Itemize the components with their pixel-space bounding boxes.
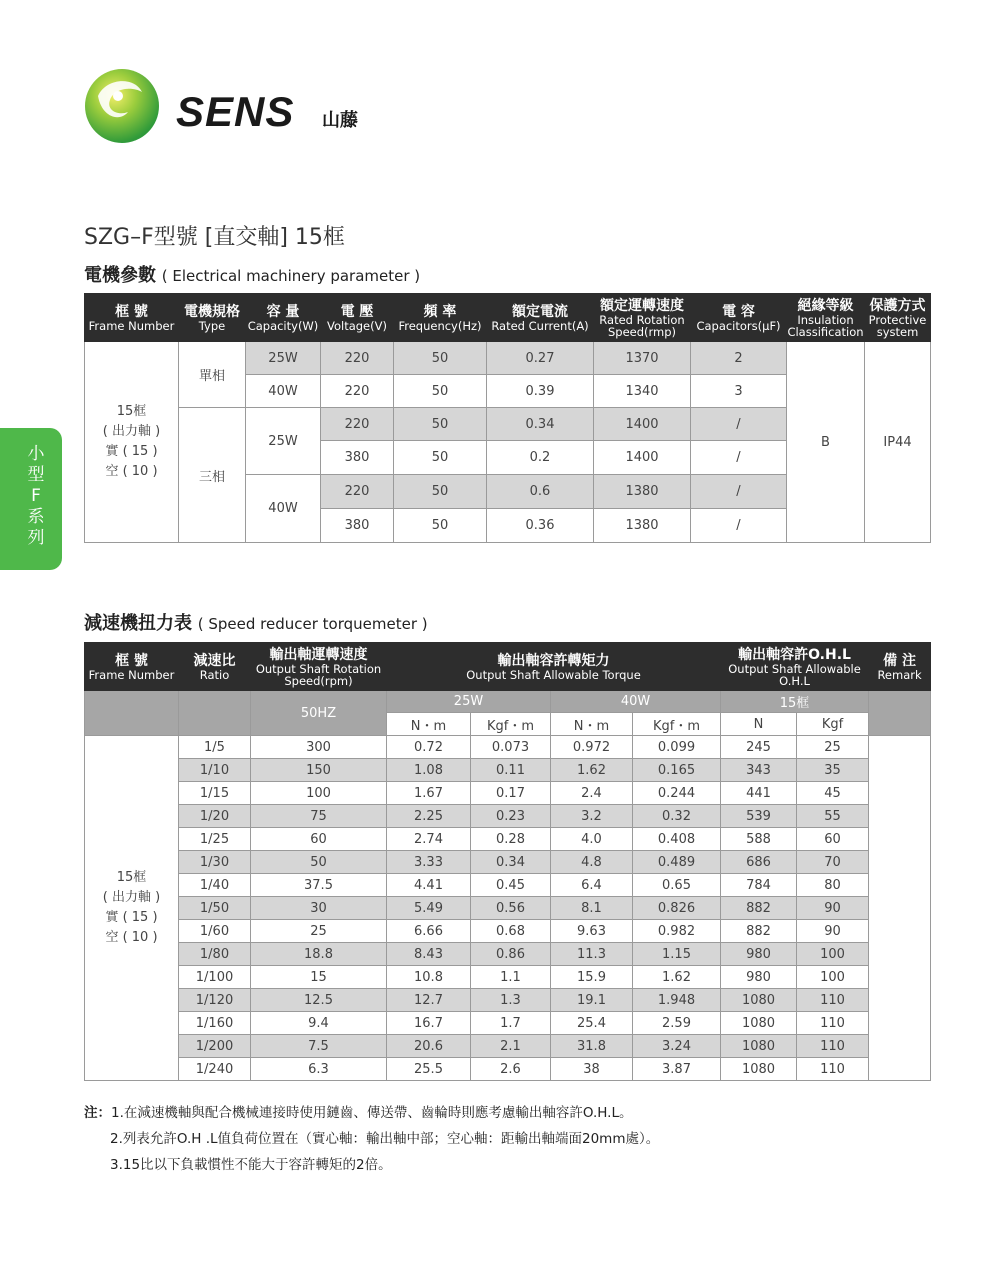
table-row bbox=[85, 782, 931, 805]
torque-kgfm-40w: 0.982 bbox=[633, 920, 721, 943]
header-allowable-torque: 輸出軸容許轉矩力 Output Shaft Allowable Torque bbox=[387, 643, 721, 691]
ratio-cell: 1/120 bbox=[179, 989, 251, 1012]
note-item: 注：1.在減速機軸與配合機械連接時使用鏈齒、傳送帶、齒輪時則應考慮輸出軸容許O.H.L。 bbox=[84, 1105, 633, 1121]
motor-parameter-table bbox=[84, 293, 931, 543]
header-capacitor: 電 容 Capacitors(μF) bbox=[691, 294, 787, 342]
ohl-kgf: 100 bbox=[797, 943, 869, 966]
ratio-cell: 1/160 bbox=[179, 1012, 251, 1035]
speed-cell: 15 bbox=[251, 966, 387, 989]
note-item: 2.列表允許O.H .L值負荷位置在（實心軸：輸出軸中部；空心軸：距輸出軸端面20mm處）。 bbox=[110, 1131, 660, 1147]
subheader-25w: 25W bbox=[387, 691, 551, 713]
brand-cn-name: 山藤 bbox=[322, 110, 358, 131]
torque-nm-25w: 25.5 bbox=[387, 1058, 471, 1081]
torque-kgfm-25w: 1.1 bbox=[471, 966, 551, 989]
frame-line: 15框 bbox=[116, 404, 147, 419]
ohl-kgf: 45 bbox=[797, 782, 869, 805]
ratio-cell: 1/5 bbox=[179, 736, 251, 759]
speed-cell: 1380 bbox=[594, 475, 691, 509]
torque-kgfm-40w: 1.15 bbox=[633, 943, 721, 966]
ohl-n: 980 bbox=[721, 966, 797, 989]
speed-cell: 18.8 bbox=[251, 943, 387, 966]
torque-kgfm-25w: 1.3 bbox=[471, 989, 551, 1012]
table-row bbox=[85, 342, 931, 375]
speed-cell: 300 bbox=[251, 736, 387, 759]
torque-nm-40w: 25.4 bbox=[551, 1012, 633, 1035]
ratio-cell: 1/50 bbox=[179, 897, 251, 920]
speed-cell: 12.5 bbox=[251, 989, 387, 1012]
torque-nm-40w: 9.63 bbox=[551, 920, 633, 943]
notes bbox=[84, 1100, 659, 1178]
torque-nm-40w: 6.4 bbox=[551, 874, 633, 897]
ohl-kgf: 110 bbox=[797, 1035, 869, 1058]
capacitor-cell: 2 bbox=[691, 342, 787, 375]
torque-kgfm-25w: 0.45 bbox=[471, 874, 551, 897]
torque-kgfm-40w: 0.32 bbox=[633, 805, 721, 828]
frame-line: 空 ( 10 ) bbox=[105, 464, 158, 479]
torque-kgfm-40w: 0.65 bbox=[633, 874, 721, 897]
torque-nm-25w: 12.7 bbox=[387, 989, 471, 1012]
section-title-torque bbox=[84, 609, 428, 635]
unit-kgfm: Kgf・m bbox=[633, 713, 721, 736]
frequency-cell: 50 bbox=[394, 375, 487, 408]
type-single-phase: 單相 bbox=[179, 342, 246, 408]
side-tab-char: 型 bbox=[27, 465, 45, 485]
header-ratio: 減速比 Ratio bbox=[179, 643, 251, 691]
torque-nm-25w: 10.8 bbox=[387, 966, 471, 989]
torque-kgfm-25w: 0.073 bbox=[471, 736, 551, 759]
torque-nm-25w: 2.25 bbox=[387, 805, 471, 828]
torque-kgfm-25w: 0.68 bbox=[471, 920, 551, 943]
insulation-cell: B bbox=[787, 342, 865, 543]
torque-kgfm-25w: 2.6 bbox=[471, 1058, 551, 1081]
ohl-n: 1080 bbox=[721, 1035, 797, 1058]
table-row bbox=[85, 759, 931, 782]
frame-line: 空 ( 10 ) bbox=[105, 930, 158, 945]
unit-kgf: Kgf bbox=[797, 713, 869, 736]
torque-kgfm-40w: 0.099 bbox=[633, 736, 721, 759]
torque-nm-25w: 3.33 bbox=[387, 851, 471, 874]
ratio-cell: 1/25 bbox=[179, 828, 251, 851]
frame-line: 15框 bbox=[116, 870, 147, 885]
torque-kgfm-25w: 0.11 bbox=[471, 759, 551, 782]
torque-kgfm-40w: 1.62 bbox=[633, 966, 721, 989]
header-frame: 框 號 Frame Number bbox=[85, 294, 179, 342]
table-row bbox=[85, 1058, 931, 1081]
header-frequency: 頻 率 Frequency(Hz) bbox=[394, 294, 487, 342]
torque-nm-40w: 15.9 bbox=[551, 966, 633, 989]
capacitor-cell: / bbox=[691, 509, 787, 543]
subheader-empty bbox=[179, 691, 251, 736]
frequency-cell: 50 bbox=[394, 509, 487, 543]
subheader-15-frame: 15框 bbox=[721, 691, 869, 713]
table-row bbox=[85, 1012, 931, 1035]
torque-kgfm-40w: 0.244 bbox=[633, 782, 721, 805]
current-cell: 0.39 bbox=[487, 375, 594, 408]
frame-line: 實 ( 15 ) bbox=[105, 444, 158, 459]
voltage-cell: 220 bbox=[321, 342, 394, 375]
speed-cell: 1380 bbox=[594, 509, 691, 543]
speed-cell: 25 bbox=[251, 920, 387, 943]
speed-cell: 1340 bbox=[594, 375, 691, 408]
voltage-cell: 220 bbox=[321, 475, 394, 509]
capacitor-cell: / bbox=[691, 408, 787, 441]
torque-kgfm-25w: 0.23 bbox=[471, 805, 551, 828]
ohl-n: 784 bbox=[721, 874, 797, 897]
speed-cell: 150 bbox=[251, 759, 387, 782]
note-item: 3.15比以下負載慣性不能大于容許轉矩的2倍。 bbox=[110, 1157, 392, 1173]
ratio-cell: 1/100 bbox=[179, 966, 251, 989]
current-cell: 0.27 bbox=[487, 342, 594, 375]
unit-kgfm: Kgf・m bbox=[471, 713, 551, 736]
speed-cell: 100 bbox=[251, 782, 387, 805]
subheader-hz: 50HZ bbox=[251, 691, 387, 736]
frame-cell bbox=[85, 736, 179, 1081]
frequency-cell: 50 bbox=[394, 342, 487, 375]
header-speed: 額定運轉速度 Rated Rotation Speed(rmp) bbox=[594, 294, 691, 342]
torque-kgfm-40w: 2.59 bbox=[633, 1012, 721, 1035]
ohl-kgf: 110 bbox=[797, 1012, 869, 1035]
ohl-kgf: 70 bbox=[797, 851, 869, 874]
current-cell: 0.34 bbox=[487, 408, 594, 441]
current-cell: 0.36 bbox=[487, 509, 594, 543]
side-tab-char: 列 bbox=[27, 528, 45, 548]
torque-header-row bbox=[85, 643, 931, 691]
capacitor-cell: 3 bbox=[691, 375, 787, 408]
logo-globe-icon bbox=[84, 66, 164, 146]
table-row bbox=[85, 920, 931, 943]
ohl-kgf: 110 bbox=[797, 1058, 869, 1081]
speed-cell: 30 bbox=[251, 897, 387, 920]
capacity-cell: 25W bbox=[246, 408, 321, 475]
ohl-n: 539 bbox=[721, 805, 797, 828]
torque-table bbox=[84, 642, 931, 1081]
capacity-cell: 40W bbox=[246, 475, 321, 543]
type-three-phase: 三相 bbox=[179, 408, 246, 543]
header-voltage: 電 壓 Voltage(V) bbox=[321, 294, 394, 342]
ohl-kgf: 90 bbox=[797, 920, 869, 943]
ohl-n: 245 bbox=[721, 736, 797, 759]
torque-kgfm-40w: 0.826 bbox=[633, 897, 721, 920]
table-row bbox=[85, 851, 931, 874]
torque-nm-25w: 2.74 bbox=[387, 828, 471, 851]
torque-nm-25w: 0.72 bbox=[387, 736, 471, 759]
section-title-cn: 減速機扭力表 bbox=[84, 613, 192, 634]
ratio-cell: 1/60 bbox=[179, 920, 251, 943]
ohl-kgf: 90 bbox=[797, 897, 869, 920]
header-current: 額定電流 Rated Current(A) bbox=[487, 294, 594, 342]
frequency-cell: 50 bbox=[394, 475, 487, 509]
torque-kgfm-25w: 0.17 bbox=[471, 782, 551, 805]
ratio-cell: 1/200 bbox=[179, 1035, 251, 1058]
ohl-n: 882 bbox=[721, 897, 797, 920]
capacitor-cell: / bbox=[691, 475, 787, 509]
section-title-motor bbox=[84, 261, 420, 287]
capacitor-cell: / bbox=[691, 441, 787, 475]
ohl-n: 1080 bbox=[721, 1012, 797, 1035]
table-row bbox=[85, 966, 931, 989]
frame-line: 實 ( 15 ) bbox=[105, 910, 158, 925]
notes-label: 注： bbox=[84, 1105, 111, 1121]
table-row bbox=[85, 805, 931, 828]
speed-cell: 37.5 bbox=[251, 874, 387, 897]
side-tab bbox=[0, 428, 62, 570]
torque-kgfm-40w: 3.87 bbox=[633, 1058, 721, 1081]
subheader-empty bbox=[869, 691, 931, 736]
current-cell: 0.6 bbox=[487, 475, 594, 509]
speed-cell: 1370 bbox=[594, 342, 691, 375]
ohl-kgf: 55 bbox=[797, 805, 869, 828]
torque-nm-40w: 4.0 bbox=[551, 828, 633, 851]
speed-cell: 75 bbox=[251, 805, 387, 828]
side-tab-char: 小 bbox=[27, 444, 45, 464]
header-ohl: 輸出軸容許O.H.L Output Shaft Allowable O.H.L bbox=[721, 643, 869, 691]
ohl-n: 980 bbox=[721, 943, 797, 966]
voltage-cell: 220 bbox=[321, 375, 394, 408]
ratio-cell: 1/10 bbox=[179, 759, 251, 782]
table-row bbox=[85, 736, 931, 759]
ohl-n: 882 bbox=[721, 920, 797, 943]
header-output-speed: 輸出軸運轉速度 Output Shaft Rotation Speed(rpm) bbox=[251, 643, 387, 691]
torque-nm-25w: 4.41 bbox=[387, 874, 471, 897]
capacity-cell: 40W bbox=[246, 375, 321, 408]
ratio-cell: 1/80 bbox=[179, 943, 251, 966]
header-remark: 備 注 Remark bbox=[869, 643, 931, 691]
voltage-cell: 380 bbox=[321, 441, 394, 475]
torque-nm-25w: 6.66 bbox=[387, 920, 471, 943]
frequency-cell: 50 bbox=[394, 441, 487, 475]
ohl-n: 343 bbox=[721, 759, 797, 782]
section-title-en: ( Electrical machinery parameter ) bbox=[161, 267, 421, 285]
torque-kgfm-40w: 0.489 bbox=[633, 851, 721, 874]
table-row bbox=[85, 828, 931, 851]
header-frame: 框 號 Frame Number bbox=[85, 643, 179, 691]
capacity-cell: 25W bbox=[246, 342, 321, 375]
speed-cell: 9.4 bbox=[251, 1012, 387, 1035]
torque-nm-40w: 11.3 bbox=[551, 943, 633, 966]
subheader-empty bbox=[85, 691, 179, 736]
voltage-cell: 380 bbox=[321, 509, 394, 543]
torque-nm-25w: 5.49 bbox=[387, 897, 471, 920]
ratio-cell: 1/240 bbox=[179, 1058, 251, 1081]
torque-kgfm-25w: 1.7 bbox=[471, 1012, 551, 1035]
ratio-cell: 1/40 bbox=[179, 874, 251, 897]
unit-nm: N・m bbox=[387, 713, 471, 736]
frequency-cell: 50 bbox=[394, 408, 487, 441]
motor-header-row bbox=[85, 294, 931, 342]
torque-kgfm-40w: 0.165 bbox=[633, 759, 721, 782]
torque-nm-25w: 1.67 bbox=[387, 782, 471, 805]
torque-nm-25w: 20.6 bbox=[387, 1035, 471, 1058]
remark-cell bbox=[869, 736, 931, 1081]
unit-n: N bbox=[721, 713, 797, 736]
voltage-cell: 220 bbox=[321, 408, 394, 441]
torque-kgfm-25w: 0.34 bbox=[471, 851, 551, 874]
subheader-40w: 40W bbox=[551, 691, 721, 713]
side-tab-char: F bbox=[31, 486, 41, 506]
ohl-kgf: 100 bbox=[797, 966, 869, 989]
brand-name: SENS bbox=[176, 88, 295, 135]
ratio-cell: 1/20 bbox=[179, 805, 251, 828]
frame-line: ( 出力軸 ) bbox=[102, 424, 161, 439]
torque-nm-40w: 1.62 bbox=[551, 759, 633, 782]
current-cell: 0.2 bbox=[487, 441, 594, 475]
frame-cell bbox=[85, 342, 179, 543]
unit-nm: N・m bbox=[551, 713, 633, 736]
ohl-kgf: 25 bbox=[797, 736, 869, 759]
ohl-n: 1080 bbox=[721, 989, 797, 1012]
torque-kgfm-25w: 0.86 bbox=[471, 943, 551, 966]
header-insulation: 絕緣等級 Insulation Classification bbox=[787, 294, 865, 342]
torque-nm-25w: 1.08 bbox=[387, 759, 471, 782]
ohl-n: 441 bbox=[721, 782, 797, 805]
torque-kgfm-25w: 0.56 bbox=[471, 897, 551, 920]
section-title-cn: 電機參數 bbox=[84, 265, 156, 286]
table-row bbox=[85, 897, 931, 920]
table-row bbox=[85, 1035, 931, 1058]
protection-cell: IP44 bbox=[865, 342, 931, 543]
speed-cell: 7.5 bbox=[251, 1035, 387, 1058]
header-protection: 保護方式 Protective system bbox=[865, 294, 931, 342]
speed-cell: 50 bbox=[251, 851, 387, 874]
ohl-kgf: 35 bbox=[797, 759, 869, 782]
ohl-kgf: 80 bbox=[797, 874, 869, 897]
speed-cell: 6.3 bbox=[251, 1058, 387, 1081]
ratio-cell: 1/30 bbox=[179, 851, 251, 874]
torque-kgfm-40w: 0.408 bbox=[633, 828, 721, 851]
ohl-kgf: 110 bbox=[797, 989, 869, 1012]
page-title: SZG–F型號 [直交軸] 15框 bbox=[84, 225, 345, 250]
speed-cell: 1400 bbox=[594, 441, 691, 475]
ratio-cell: 1/15 bbox=[179, 782, 251, 805]
torque-nm-25w: 8.43 bbox=[387, 943, 471, 966]
table-row bbox=[85, 874, 931, 897]
speed-cell: 60 bbox=[251, 828, 387, 851]
speed-cell: 1400 bbox=[594, 408, 691, 441]
torque-nm-25w: 16.7 bbox=[387, 1012, 471, 1035]
ohl-kgf: 60 bbox=[797, 828, 869, 851]
side-tab-char: 系 bbox=[27, 507, 45, 527]
torque-nm-40w: 4.8 bbox=[551, 851, 633, 874]
frame-line: ( 出力軸 ) bbox=[102, 890, 161, 905]
brand-logo bbox=[84, 66, 374, 150]
torque-kgfm-25w: 0.28 bbox=[471, 828, 551, 851]
torque-nm-40w: 3.2 bbox=[551, 805, 633, 828]
section-title-en: ( Speed reducer torquemeter ) bbox=[197, 615, 428, 633]
ohl-n: 1080 bbox=[721, 1058, 797, 1081]
ohl-n: 686 bbox=[721, 851, 797, 874]
torque-nm-40w: 8.1 bbox=[551, 897, 633, 920]
torque-nm-40w: 2.4 bbox=[551, 782, 633, 805]
header-type: 電機規格 Type bbox=[179, 294, 246, 342]
torque-nm-40w: 38 bbox=[551, 1058, 633, 1081]
torque-kgfm-40w: 1.948 bbox=[633, 989, 721, 1012]
torque-nm-40w: 19.1 bbox=[551, 989, 633, 1012]
torque-nm-40w: 0.972 bbox=[551, 736, 633, 759]
table-row bbox=[85, 989, 931, 1012]
ohl-n: 588 bbox=[721, 828, 797, 851]
subheader-row bbox=[85, 691, 931, 713]
torque-kgfm-40w: 3.24 bbox=[633, 1035, 721, 1058]
torque-nm-40w: 31.8 bbox=[551, 1035, 633, 1058]
torque-kgfm-25w: 2.1 bbox=[471, 1035, 551, 1058]
table-row bbox=[85, 943, 931, 966]
header-capacity: 容 量 Capacity(W) bbox=[246, 294, 321, 342]
